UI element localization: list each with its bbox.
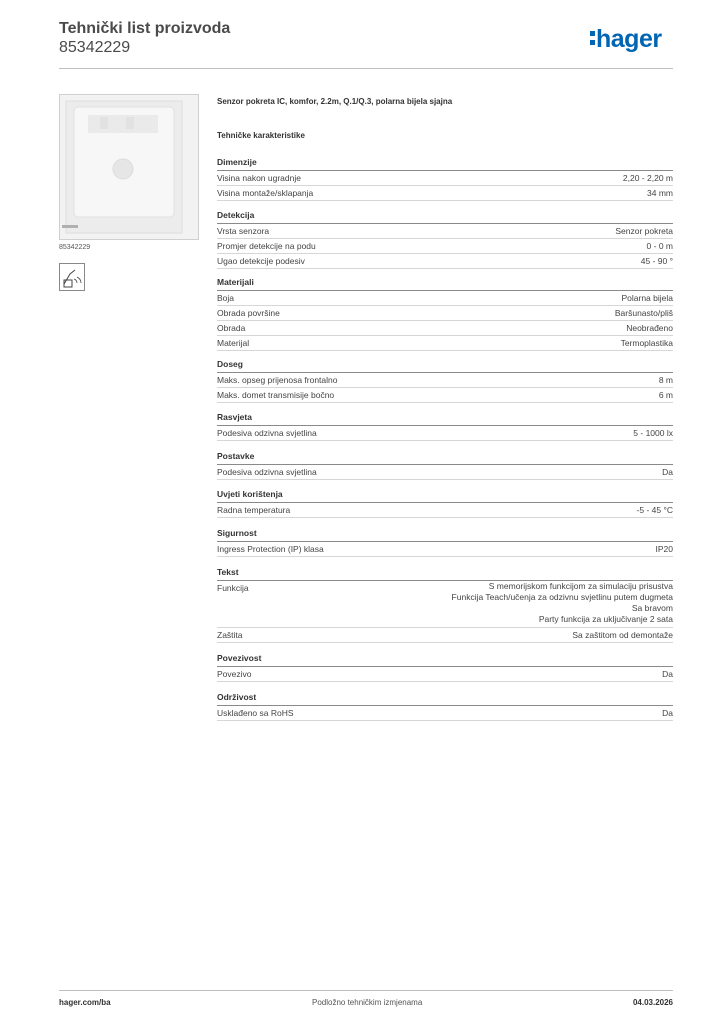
group-title: Sigurnost	[217, 527, 673, 542]
spec-value-line: S memorijskom funkcijom za simulaciju prisustva	[488, 581, 673, 591]
group-title: Postavke	[217, 450, 673, 465]
spec-label: Podesiva odzivna svjetlina	[217, 428, 317, 438]
group-title: Povezivost	[217, 652, 673, 667]
spec-value: Da	[662, 467, 673, 477]
spec-row	[217, 321, 673, 336]
spec-row	[217, 254, 673, 269]
spec-row	[217, 336, 673, 351]
product-name: Senzor pokreta IC, komfor, 2.2m, Q.1/Q.3, polarna bijela sjajna	[217, 97, 453, 106]
motion-sensor-pictogram-icon	[59, 263, 85, 291]
spec-label: Ingress Protection (IP) klasa	[217, 544, 324, 554]
spec-row	[217, 291, 673, 306]
logo-text: hager	[596, 25, 662, 53]
spec-label: Povezivo	[217, 669, 252, 679]
spec-label: Materijal	[217, 338, 250, 348]
spec-value-line: Sa bravom	[631, 603, 673, 613]
product-number: 85342229	[59, 39, 131, 56]
spec-value: 45 - 90 °	[640, 256, 673, 266]
spec-row	[217, 186, 673, 201]
spec-value-line: Funkcija Teach/učenja za odzivnu svjetlinu putem dugmeta	[451, 592, 673, 602]
product-image	[59, 94, 199, 240]
group-title: Dimenzije	[217, 156, 673, 171]
spec-value: 5 - 1000 lx	[633, 428, 673, 438]
spec-value: 2,20 - 2,20 m	[622, 173, 673, 183]
spec-value-multiline	[452, 581, 673, 627]
spec-label: Obrada površine	[217, 308, 280, 318]
spec-group-materijali	[217, 276, 673, 351]
spec-group-postavke	[217, 450, 673, 480]
spec-value: Sa zaštitom od demontaže	[572, 630, 673, 640]
spec-value: -5 - 45 °C	[636, 505, 673, 515]
group-title: Održivost	[217, 691, 673, 706]
spec-row	[217, 465, 673, 480]
spec-group-odrzivost	[217, 691, 673, 721]
spec-row	[217, 224, 673, 239]
spec-label: Radna temperatura	[217, 505, 291, 515]
spec-group-sigurnost	[217, 527, 673, 557]
spec-group-rasvjeta	[217, 411, 673, 441]
group-title: Uvjeti korištenja	[217, 488, 673, 503]
spec-value: Polarna bijela	[621, 293, 673, 303]
spec-value: 8 m	[658, 375, 673, 385]
spec-row	[217, 306, 673, 321]
spec-row	[217, 388, 673, 403]
image-caption: 85342229	[59, 244, 91, 251]
spec-label: Boja	[217, 293, 235, 303]
footer-note: Podložno tehničkim izmjenama	[312, 998, 423, 1007]
spec-row	[217, 581, 673, 628]
spec-group-tekst	[217, 566, 673, 643]
spec-value: 34 mm	[647, 188, 673, 198]
spec-label: Maks. opseg prijenosa frontalno	[217, 375, 338, 385]
spec-label: Visina montaže/sklapanja	[217, 188, 314, 198]
group-title: Doseg	[217, 358, 673, 373]
footer-date: 04.03.2026	[632, 998, 673, 1007]
spec-group-uvjeti-koristenja	[217, 488, 673, 518]
spec-row	[217, 706, 673, 721]
spec-value: Da	[662, 669, 673, 679]
spec-value: Senzor pokreta	[615, 226, 673, 236]
spec-row	[217, 667, 673, 682]
spec-value: IP20	[655, 544, 673, 554]
spec-value: Neobrađeno	[626, 323, 673, 333]
spec-value-line: Party funkcija za uključivanje 2 sata	[538, 614, 673, 624]
group-title: Materijali	[217, 276, 673, 291]
group-title: Rasvjeta	[217, 411, 673, 426]
page-title: Tehnički list proizvoda	[59, 20, 231, 37]
spec-group-povezivost	[217, 652, 673, 682]
footer-divider	[59, 990, 673, 991]
spec-value: Baršunasto/pliš	[614, 308, 673, 318]
footer-website-link[interactable]: hager.com/ba	[59, 998, 111, 1007]
spec-row	[217, 239, 673, 254]
spec-label: Maks. domet transmisije bočno	[217, 390, 335, 400]
spec-row	[217, 542, 673, 557]
spec-group-doseg	[217, 358, 673, 403]
spec-label: Visina nakon ugradnje	[217, 173, 301, 183]
spec-label: Obrada	[217, 323, 246, 333]
spec-value: Termoplastika	[620, 338, 673, 348]
spec-label: Podesiva odzivna svjetlina	[217, 467, 317, 477]
spec-row	[217, 373, 673, 388]
spec-group-detekcija	[217, 209, 673, 269]
spec-label: Funkcija	[217, 583, 249, 593]
header-divider	[59, 68, 673, 69]
hager-logo	[590, 27, 662, 52]
spec-row	[217, 426, 673, 441]
spec-group-dimenzije	[217, 156, 673, 201]
spec-label: Vrsta senzora	[217, 226, 270, 236]
section-heading: Tehničke karakteristike	[217, 131, 305, 140]
spec-value: 6 m	[658, 390, 673, 400]
spec-label: Promjer detekcije na podu	[217, 241, 316, 251]
spec-row	[217, 628, 673, 643]
spec-row	[217, 171, 673, 186]
spec-label: Usklađeno sa RoHS	[217, 708, 294, 718]
spec-row	[217, 503, 673, 518]
logo-dots-icon	[590, 27, 595, 45]
group-title: Tekst	[217, 566, 673, 581]
spec-value: Da	[662, 708, 673, 718]
spec-value: 0 - 0 m	[646, 241, 673, 251]
spec-label: Zaštita	[217, 630, 243, 640]
group-title: Detekcija	[217, 209, 673, 224]
spec-label: Ugao detekcije podesiv	[217, 256, 305, 266]
